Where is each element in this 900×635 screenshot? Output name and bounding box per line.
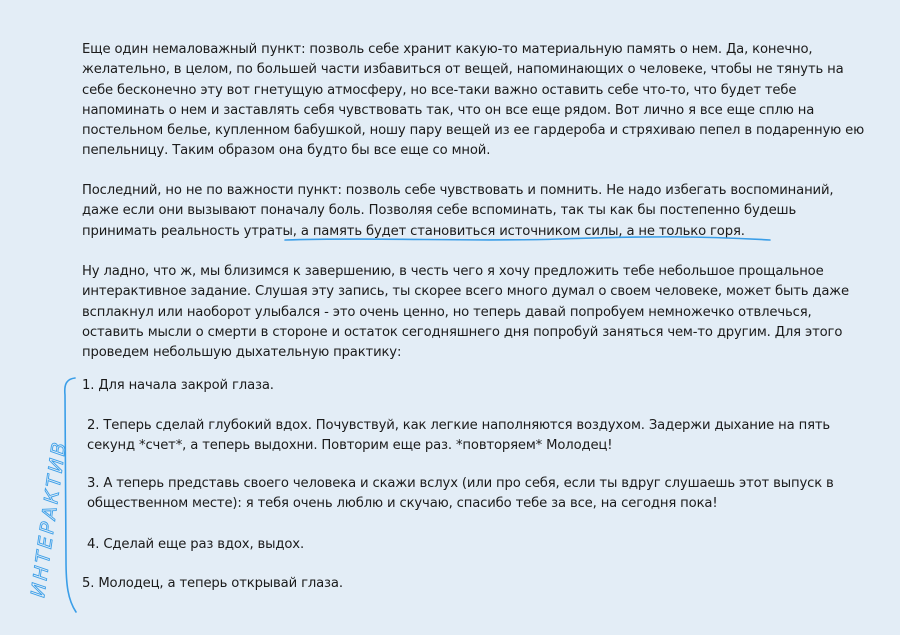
paragraph-interactive-intro: Ну ладно, что ж, мы близимся к завершению, в честь чего я хочу предложить тебе небольшое прощальное интерактивное задание. Слушая эту запись, ты скорее всего много думал о своем человеке, может быть даже всплакнул или наоборот улыбался - это очень ценно, но теперь давай попробуем немножечко отвлечься, оставить мысли о смерти в стороне и остаток сегодняшнего дня попробуй заняться чем-то другим. Для этого проведем небольшую дыхательную практику: xyxy=(82,264,849,361)
paragraph-feel-and-remember: Последний, но не по важности пункт: позволь себе чувствовать и помнить. Не надо избегать воспоминаний, даже если они вызывают поначалу боль. Позволяя себе вспоминать, так ты как бы постепенно будешь принимать реальность утраты, а память будет становиться источником силы, а не только горя. xyxy=(82,183,834,239)
paragraph-memory-keepsake: Еще один немаловажный пункт: позволь себе хранит какую-то материальную память о нем. Да, конечно, желательно, в целом, по большей части избавиться от вещей, напоминающих о человеке, чтобы не тянуть на себе бесконечно эту вот гнетущую атмосферу, но все-таки важно оставить себе что-то, что будет тебе напоминать о нем и заставлять себя чувствовать так, что он все еще рядом. Вот лично я все еще сплю на постельном белье, купленном бабушкой, ношу пару вещей из ее гардероба и стряхиваю пепел в подаренную ею пепельницу. Таким образом она будто бы все еще со мной. xyxy=(82,42,865,159)
step-5: 5. Молодец, а теперь открывай глаза. xyxy=(82,576,343,591)
step-1: 1. Для начала закрой глаза. xyxy=(82,378,274,393)
step-4: 4. Сделай еще раз вдох, выдох. xyxy=(87,537,304,552)
side-label-interactive: ИНТЕРАКТИВ xyxy=(27,438,72,599)
step-2: 2. Теперь сделай глубокий вдох. Почувствуй, как легкие наполняются воздухом. Задержи дыхание на пять секунд *счет*, а теперь выдохни. Повторим еще раз. *повторяем* Молодец! xyxy=(87,418,831,454)
step-bracket xyxy=(65,378,76,612)
step-3: 3. А теперь представь своего человека и скажи вслух (или про себя, если ты вдруг слушаешь этот выпуск в общественном месте): я тебя очень люблю и скучаю, спасибо тебе за все, на сегодня пока! xyxy=(87,476,834,512)
